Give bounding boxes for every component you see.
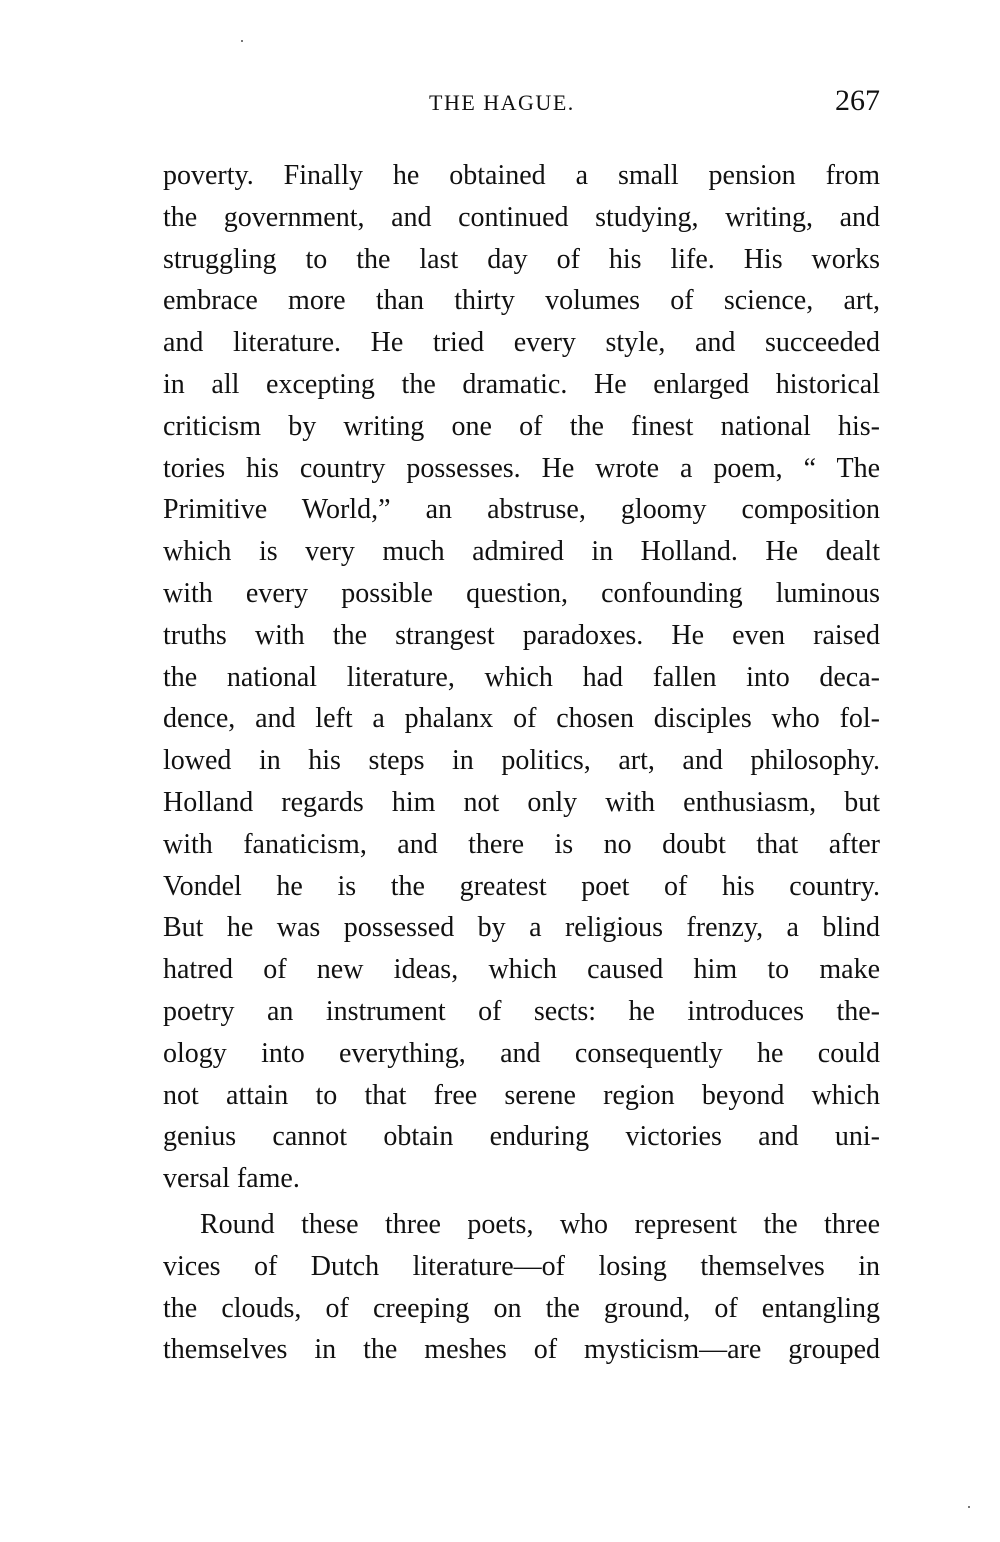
- text-line: Holland regards him not only with enthusiasm, but: [163, 786, 880, 818]
- text-line: poverty. Finally he obtained a small pension from: [163, 160, 880, 191]
- text-line: the national literature, which had fallen into deca-: [163, 661, 880, 693]
- text-line: lowed in his steps in politics, art, and philosophy.: [163, 745, 880, 777]
- page-header: [163, 84, 880, 124]
- text-line: truths with the strangest paradoxes. He even raised: [163, 619, 880, 651]
- text-line: with fanaticism, and there is no doubt that after: [163, 828, 880, 860]
- text-line: not attain to that free serene region beyond which: [163, 1079, 880, 1111]
- text-line: Vondel he is the greatest poet of his country.: [163, 870, 880, 902]
- text-line: embrace more than thirty volumes of science, art,: [163, 285, 880, 317]
- text-line: with every possible question, confounding luminous: [163, 577, 880, 609]
- text-line: vices of Dutch literature—of losing themselves in: [163, 1250, 880, 1282]
- text-line: But he was possessed by a religious frenzy, a blind: [163, 912, 880, 944]
- paragraph-2: [163, 1204, 880, 1371]
- text-line: tories his country possesses. He wrote a poem, “ The: [163, 452, 880, 484]
- text-line: Round these three poets, who represent the three: [200, 1208, 880, 1240]
- text-line: poetry an instrument of sects: he introduces the-: [163, 995, 880, 1027]
- text-line: struggling to the last day of his life. His works: [163, 243, 880, 275]
- page-speck: [968, 1506, 970, 1508]
- text-line: hatred of new ideas, which caused him to make: [163, 954, 880, 986]
- text-line: which is very much admired in Holland. He dealt: [163, 536, 880, 568]
- body-text: [163, 155, 880, 1371]
- paragraph-1: [163, 155, 880, 1200]
- text-line: the government, and continued studying, writing, and: [163, 201, 880, 233]
- page-speck: [241, 40, 243, 42]
- text-line: ology into everything, and consequently he could: [163, 1037, 880, 1069]
- running-title: THE HAGUE.: [429, 90, 575, 115]
- text-line: themselves in the meshes of mysticism—are grouped: [163, 1334, 880, 1366]
- text-line: criticism by writing one of the finest national his-: [163, 410, 880, 442]
- text-line: the clouds, of creeping on the ground, of entangling: [163, 1292, 880, 1324]
- text-line: and literature. He tried every style, and succeeded: [163, 327, 880, 359]
- text-line: in all excepting the dramatic. He enlarged historical: [163, 368, 880, 400]
- text-line: genius cannot obtain enduring victories and uni-: [163, 1121, 880, 1153]
- page-number: 267: [835, 84, 880, 117]
- text-line: Primitive World,” an abstruse, gloomy composition: [163, 494, 880, 526]
- text-line: dence, and left a phalanx of chosen disciples who fol-: [163, 703, 880, 735]
- text-line: versal fame.: [163, 1163, 300, 1195]
